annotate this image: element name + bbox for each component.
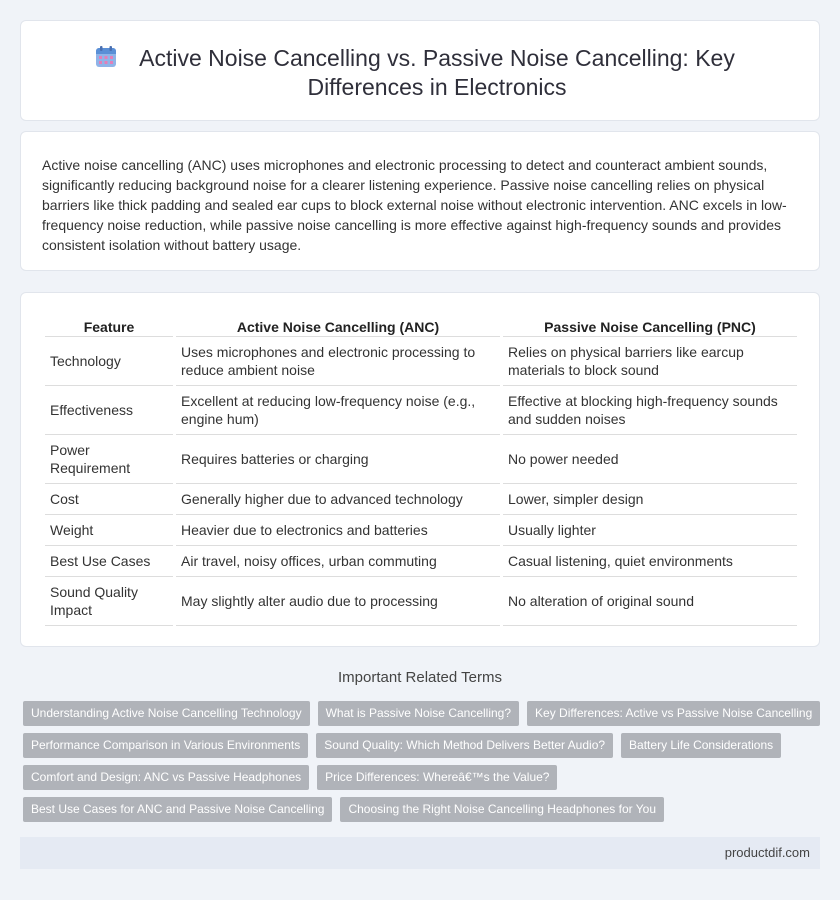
related-tag[interactable]: Key Differences: Active vs Passive Noise Cancelling xyxy=(527,701,820,726)
related-tag[interactable]: Comfort and Design: ANC vs Passive Headphones xyxy=(23,765,309,790)
table-cell: Air travel, noisy offices, urban commuting xyxy=(176,546,500,577)
related-tags-row xyxy=(23,765,565,790)
related-tags-row xyxy=(23,797,672,822)
table-cell: Effectiveness xyxy=(45,386,173,435)
table-cell: Relies on physical barriers like earcup materials to block sound xyxy=(503,337,797,386)
table-cell: Lower, simpler design xyxy=(503,484,797,515)
table-row xyxy=(45,515,797,546)
comparison-table xyxy=(42,317,800,626)
related-tag[interactable]: Understanding Active Noise Cancelling Technology xyxy=(23,701,310,726)
related-terms-heading: Important Related Terms xyxy=(338,669,502,686)
footer xyxy=(20,837,820,869)
table-header-row xyxy=(45,317,797,337)
table-cell: Technology xyxy=(45,337,173,386)
related-tag[interactable]: Best Use Cases for ANC and Passive Noise Cancelling xyxy=(23,797,332,822)
comparison-table-card xyxy=(20,292,820,647)
intro-card xyxy=(20,131,820,271)
related-tag[interactable]: Choosing the Right Noise Cancelling Headphones for You xyxy=(340,797,664,822)
table-row xyxy=(45,435,797,484)
page-title: Active Noise Cancelling vs. Passive Noise Cancelling: Key Differences in Electronics xyxy=(139,45,735,100)
table-cell: Power Requirement xyxy=(45,435,173,484)
table-cell: Effective at blocking high-frequency sounds and sudden noises xyxy=(503,386,797,435)
table-cell: May slightly alter audio due to processing xyxy=(176,577,500,626)
table-row xyxy=(45,386,797,435)
table-cell: Sound Quality Impact xyxy=(45,577,173,626)
table-cell: Best Use Cases xyxy=(45,546,173,577)
table-cell: Casual listening, quiet environments xyxy=(503,546,797,577)
related-tag[interactable]: Price Differences: Whereâ€™s the Value? xyxy=(317,765,557,790)
table-cell: Usually lighter xyxy=(503,515,797,546)
related-tags-row xyxy=(23,733,789,758)
table-cell: Excellent at reducing low-frequency noise (e.g., engine hum) xyxy=(176,386,500,435)
related-tag[interactable]: What is Passive Noise Cancelling? xyxy=(318,701,519,726)
intro-paragraph: Active noise cancelling (ANC) uses microphones and electronic processing to detect and counteract ambient sounds, significantly reducing background noise for a clearer listening experience. Passive noise cancelling relies on physical barriers like thick padding and sealed ear cups to block external noise without electronic intervention. ANC excels in low-frequency noise reduction, while passive noise cancelling is more effective against high-frequency sounds and provides consistent isolation without battery usage. xyxy=(42,157,787,253)
related-tags-row xyxy=(23,701,828,726)
table-row xyxy=(45,337,797,386)
column-header-feature: Feature xyxy=(45,317,173,337)
table-cell: No alteration of original sound xyxy=(503,577,797,626)
table-row xyxy=(45,484,797,515)
table-cell: Requires batteries or charging xyxy=(176,435,500,484)
table-cell: Uses microphones and electronic processing to reduce ambient noise xyxy=(176,337,500,386)
footer-site-name: productdif.com xyxy=(724,845,810,860)
header-card xyxy=(20,20,820,121)
table-row xyxy=(45,577,797,626)
table-cell: Weight xyxy=(45,515,173,546)
table-cell: Cost xyxy=(45,484,173,515)
table-row xyxy=(45,546,797,577)
table-cell: Heavier due to electronics and batteries xyxy=(176,515,500,546)
table-cell: No power needed xyxy=(503,435,797,484)
table-cell: Generally higher due to advanced technology xyxy=(176,484,500,515)
column-header-anc: Active Noise Cancelling (ANC) xyxy=(176,317,500,337)
related-tag[interactable]: Battery Life Considerations xyxy=(621,733,781,758)
related-tag[interactable]: Sound Quality: Which Method Delivers Better Audio? xyxy=(316,733,613,758)
related-tag[interactable]: Performance Comparison in Various Environments xyxy=(23,733,308,758)
column-header-pnc: Passive Noise Cancelling (PNC) xyxy=(503,317,797,337)
